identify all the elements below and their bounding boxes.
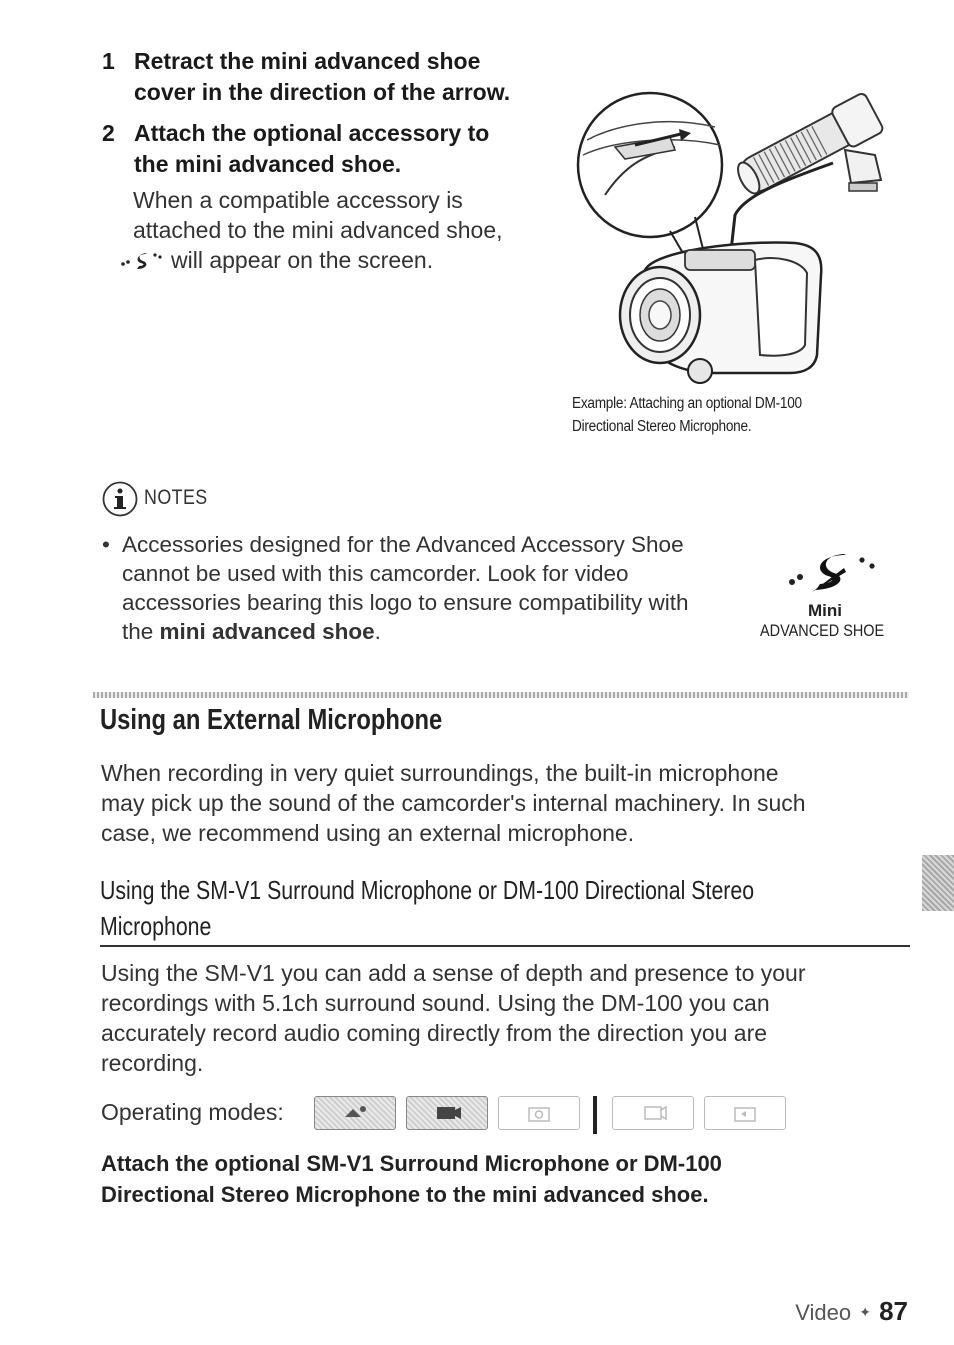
attach-instruction (101, 1148, 911, 1210)
step-2-detail-line3: will appear on the screen. (171, 247, 434, 273)
step-2-detail-line2: attached to the mini advanced shoe, (133, 217, 503, 243)
step-1 (102, 46, 582, 110)
operating-modes-label: Operating modes: (101, 1099, 284, 1125)
mode-manual-movie-icon (406, 1096, 488, 1130)
page-number: 87 (879, 1296, 908, 1326)
notes-heading: NOTES (144, 486, 208, 509)
step-2-line2: the mini advanced shoe. (134, 151, 402, 177)
notes-bullet (100, 530, 750, 646)
mode-separator (593, 1096, 597, 1134)
chapter-side-tab (922, 855, 954, 911)
subsection-underline (100, 945, 910, 947)
intro-line-2: may pick up the sound of the camcorder's internal machinery. In such (101, 790, 806, 816)
mode-photo-icon (498, 1096, 580, 1130)
body-line-2: recordings with 5.1ch surround sound. Using the DM-100 you can (101, 990, 770, 1016)
mini-shoe-icon (117, 249, 167, 271)
step-1-line1: Retract the mini advanced shoe (134, 48, 481, 74)
subsection-body (101, 958, 911, 1078)
step-2 (102, 118, 582, 182)
mini-advanced-shoe-logo-icon (784, 548, 884, 598)
operating-modes-row (314, 1096, 794, 1134)
figure-caption-line2: Directional Stereo Microphone. (572, 418, 752, 435)
body-line-4: recording. (101, 1050, 204, 1076)
note-line-3: accessories bearing this logo to ensure compatibility with (122, 590, 689, 615)
instruction-line-2: Directional Stereo Microphone to the mini advanced shoe. (101, 1182, 709, 1207)
step-2-detail-line1: When a compatible accessory is (133, 187, 463, 213)
note-line-2: cannot be used with this camcorder. Look for video (122, 561, 629, 586)
intro-line-3: case, we recommend using an external microphone. (101, 820, 635, 846)
info-icon (101, 480, 139, 518)
step-1-line2: cover in the direction of the arrow. (134, 79, 511, 105)
note-line-4-prefix: the (122, 619, 160, 644)
subsection-title-line1: Using the SM-V1 Surround Microphone or DM-100 Directional Stereo (100, 875, 755, 905)
subsection-title (100, 872, 912, 944)
mode-playback-photo-icon (704, 1096, 786, 1130)
subsection-title-line2: Microphone (100, 911, 212, 941)
step-1-number: 1 (102, 48, 115, 74)
logo-label-advanced-shoe: ADVANCED SHOE (760, 621, 885, 640)
bullet-icon: • (102, 532, 110, 557)
body-line-1: Using the SM-V1 you can add a sense of depth and presence to your (101, 960, 806, 986)
step-2-detail (133, 185, 573, 275)
mode-auto-icon (314, 1096, 396, 1130)
instruction-line-1: Attach the optional SM-V1 Surround Microphone or DM-100 (101, 1151, 722, 1176)
mode-playback-movie-icon (612, 1096, 694, 1130)
footer-separator-icon: ✦ (859, 1304, 871, 1320)
figure-caption (572, 392, 906, 438)
body-line-3: accurately record audio coming directly from the direction you are (101, 1020, 768, 1046)
camcorder-illustration (575, 55, 910, 385)
section-intro (101, 758, 911, 848)
section-divider (93, 692, 909, 698)
section-title: Using an External Microphone (100, 704, 443, 736)
note-line-4-suffix: . (374, 619, 381, 644)
logo-label-mini: Mini (808, 601, 842, 620)
step-2-line1: Attach the optional accessory to (134, 120, 490, 146)
step-2-number: 2 (102, 120, 115, 146)
footer-chapter: Video (795, 1300, 852, 1325)
page-footer (795, 1296, 908, 1327)
figure-caption-line1: Example: Attaching an optional DM-100 (572, 395, 802, 412)
note-line-1: Accessories designed for the Advanced Accessory Shoe (122, 532, 684, 557)
intro-line-1: When recording in very quiet surroundings, the built-in microphone (101, 760, 779, 786)
note-line-4-bold: mini advanced shoe (159, 619, 375, 644)
